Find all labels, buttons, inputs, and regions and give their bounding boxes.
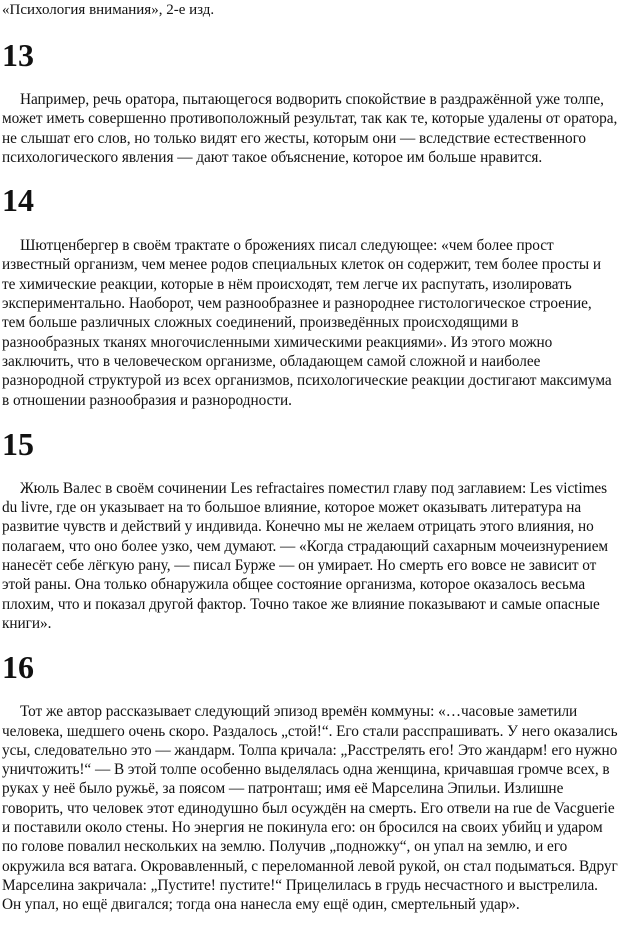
- note-number: 13: [2, 37, 34, 73]
- note-16: [2, 649, 620, 914]
- note-text: Например, речь оратора, пытающегося водворить спокойствие в раздражённой уже толпе, может иметь совершенно противоположный результат, так как те, которые удалены от оратора, не слышат его слов, но только видят его жесты, которым они — вследствие естественного психологического явления — дают такое объяснение, которое им больше нравится.: [2, 91, 618, 166]
- note-13: [2, 37, 620, 167]
- note-number: 15: [2, 425, 34, 462]
- note-number: 14: [2, 182, 34, 219]
- note-text: Жюль Валес в своём сочинении Les refractaires поместил главу под заглавием: Les victimes du livre, где он указывает на то большое влияние, которое может оказывать литература на развитие чувств и действий у индивида. Конечно мы не желаем отрицать этого влияния, но полагаем, что оно более узко, чем думают. — «Когда страдающий сахарным мочеизнурением нанесёт себе лёгкую рану, — писал Бурже — он умирает. Но смерть его вовсе не зависит от этой раны. Она только обнаружила общее состояние организма, которое оказалось весьма плохим, что и показал другой фактор. Точно такое же влияние показывают и самые опасные книги».: [2, 479, 609, 632]
- note-15: [2, 426, 620, 633]
- note-text: Тот же автор рассказывает следующий эпизод времён коммуны: «…часовые заметили человека, шедшего очень скоро. Раздалось „стой!“. Его стали расспрашивать. У него оказались усы, следовательно это — жандарм. Толпа кричала: „Расстрелять его! Это жандарм! его нужно уничтожить!“ — В этой толпе особенно выделялась одна женщина, кричавшая громче всех, в руках у неё было ружьё, за поясом — патронташ; имя её Марселина Эпильи. Излишне говорить, что человек этот единодушно был осуждён на смерть. Его отвели на rue de Vacguerie и поставили около стены. Но энергия не покинула его: он бросился на своих убийц и ударом по голове повалил нескольких на землю. Получив „подножку“, он упал на землю, и его окружила вся ватага. Окровавленный, с переломанной левой рукой, он стал подыматься. Вдруг Марселина закричала: „Пустите! пустите!“ Прицелилась в грудь несчастного и выстрелила. Он упал, но ещё двигался; тогда она нанесла ему ещё один, смертельный удар».: [2, 703, 618, 914]
- note-number: 16: [2, 649, 34, 686]
- running-header: «Психология внимания», 2-е изд.: [2, 2, 215, 18]
- note-14: [2, 182, 620, 410]
- note-text: Шютценбергер в своём трактате о брожениях писал следующее: «чем более прост известный организм, чем менее родов специальных клеток он содержит, тем более просты и те химические реакции, которые в нём происходят, тем легче их распутать, изолировать экспериментально. Наоборот, чем разнообразнее и разнороднее гистологическое строение, тем больше различных сложных соединений, произведённых происходящими в разнообразных тканях многочисленными химическими реакциями». Из этого можно заключить, что в человеческом организме, обладающем самой сложной и наиболее разнородной структурой из всех организмов, психологические реакции достигают максимума в отношении разнообразия и разнородности.: [2, 237, 612, 409]
